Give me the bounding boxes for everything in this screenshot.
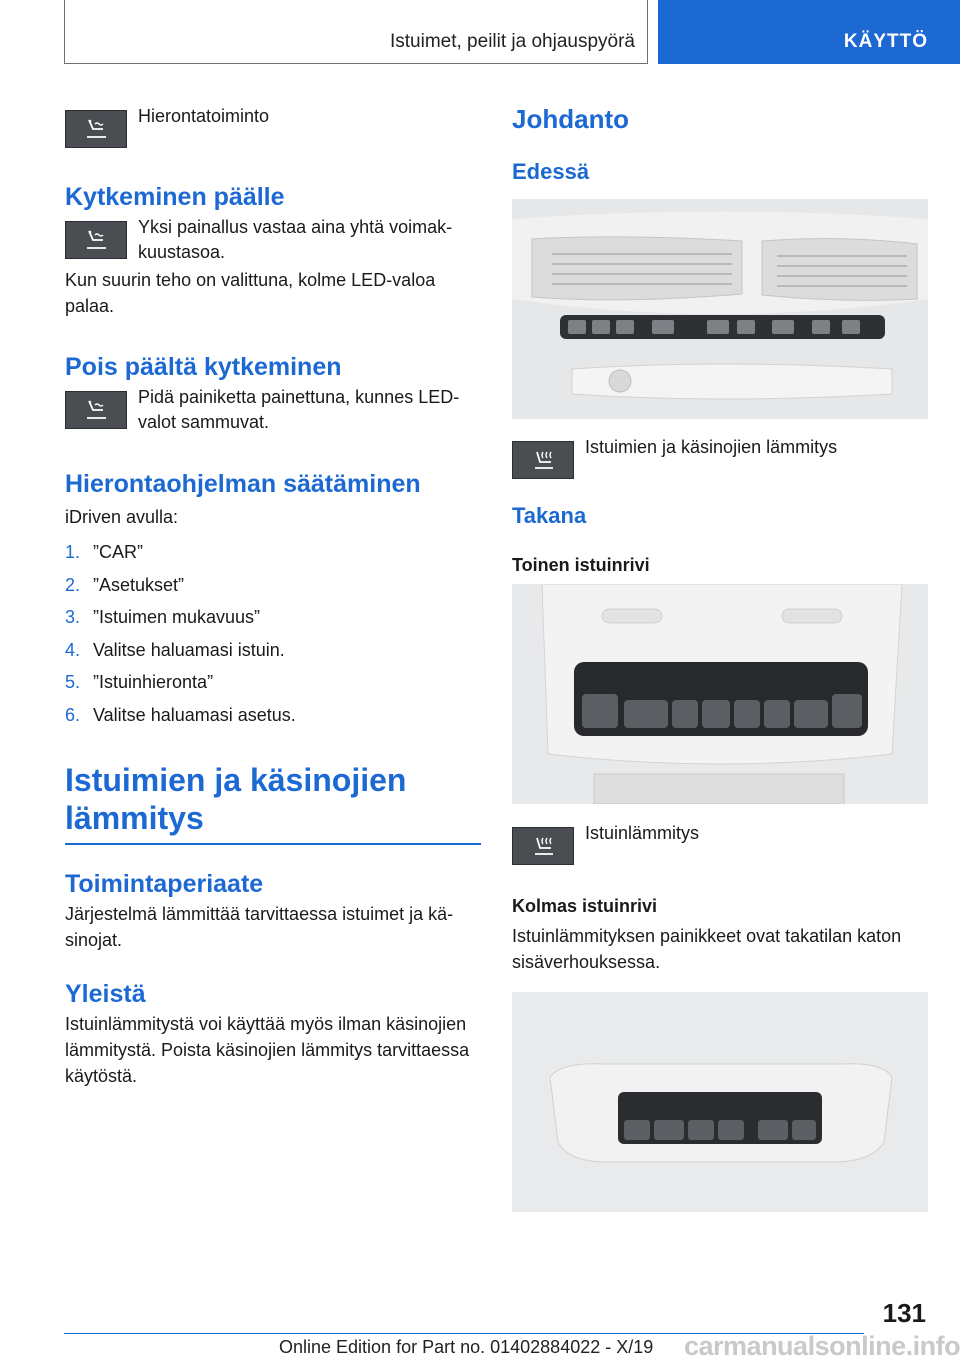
header-section-title: Istuimet, peilit ja ohjauspyörä [389,31,635,52]
program-heading: Hierontaohjelman säätäminen [65,470,421,498]
header-section-box [64,0,648,64]
third-row-heading: Kolmas istuinrivi [512,896,658,916]
ceiling-panel-photo [512,992,928,1212]
list-item: 5. ”Istuinhieronta” [65,672,214,692]
front-heading: Edessä [512,159,590,184]
switch-on-heading: Kytkeminen päälle [65,183,285,211]
second-caption-row [512,821,928,865]
header-chapter-label: KÄYTTÖ [843,31,928,52]
switch-off-row [65,385,481,435]
switch-off-heading: Pois päältä kytkeminen [65,353,342,381]
seat-heating-icon [512,441,574,479]
page-number: 131 [882,1298,926,1328]
principle-heading: Toimintaperiaate [65,870,264,898]
second-row-heading: Toinen istuinrivi [512,555,650,575]
second-row-panel-photo [512,584,928,804]
principle-text: Järjestelmä lämmittää tarvittaessa istuimet ja käsinojat. [65,904,454,950]
header-chapter-tab [658,0,960,64]
massage-function-row [65,104,481,148]
front-console-photo [512,199,928,419]
right-column [512,104,928,1212]
switch-off-text: Pidä painiketta painettuna, kunnes LED-valot sammuvat. [138,387,460,432]
massage-seat-icon [65,391,127,429]
front-caption-row [512,435,928,479]
switch-on-row [65,215,481,265]
list-item: 2. ”Asetukset” [65,574,185,595]
switch-on-text: Yksi painallus vastaa aina yhtä voimakkuustasoa. [138,217,453,262]
seat-heating-icon [512,827,574,865]
list-item: 6. Valitse haluamasi asetus. [65,704,296,725]
rear-heading: Takana [512,503,587,528]
chapter-heading-line1: Istuimien ja käsinojien [65,762,407,798]
left-column [65,104,481,1089]
general-heading: Yleistä [65,980,146,1008]
switch-on-paragraph: Kun suurin teho on valittuna, kolme LED-valoa palaa. [65,270,436,316]
massage-seat-icon [65,110,127,148]
second-caption-text: Istuinlämmitys [585,823,700,843]
list-item: 3. ”Istuimen mukavuus” [65,607,261,627]
list-item: 4. Valitse haluamasi istuin. [65,639,285,660]
chapter-divider [65,843,481,845]
footer-edition: Online Edition for Part no. 01402884022 - X/19 [279,1337,654,1357]
list-item: 1. ”CAR” [65,542,143,562]
chapter-heading-line2: lämmitys [65,800,204,836]
massage-seat-icon [65,221,127,259]
intro-heading: Johdanto [512,104,629,134]
program-intro: iDriven avulla: [65,507,179,527]
third-row-text: Istuinlämmityksen painikkeet ovat takatilan katon sisäverhouksessa. [512,926,902,972]
watermark: carmanualsonline.info [684,1331,960,1361]
general-text: Istuinlämmitystä voi käyttää myös ilman käsinojien lämmitystä. Poista käsinojien lämmitys tarvittaessa käytöstä. [65,1014,470,1086]
program-steps-list [65,536,481,731]
chapter-heading [65,761,481,837]
massage-function-label: Hierontatoiminto [138,106,270,126]
front-caption-text: Istuimien ja käsinojien lämmitys [585,437,838,457]
